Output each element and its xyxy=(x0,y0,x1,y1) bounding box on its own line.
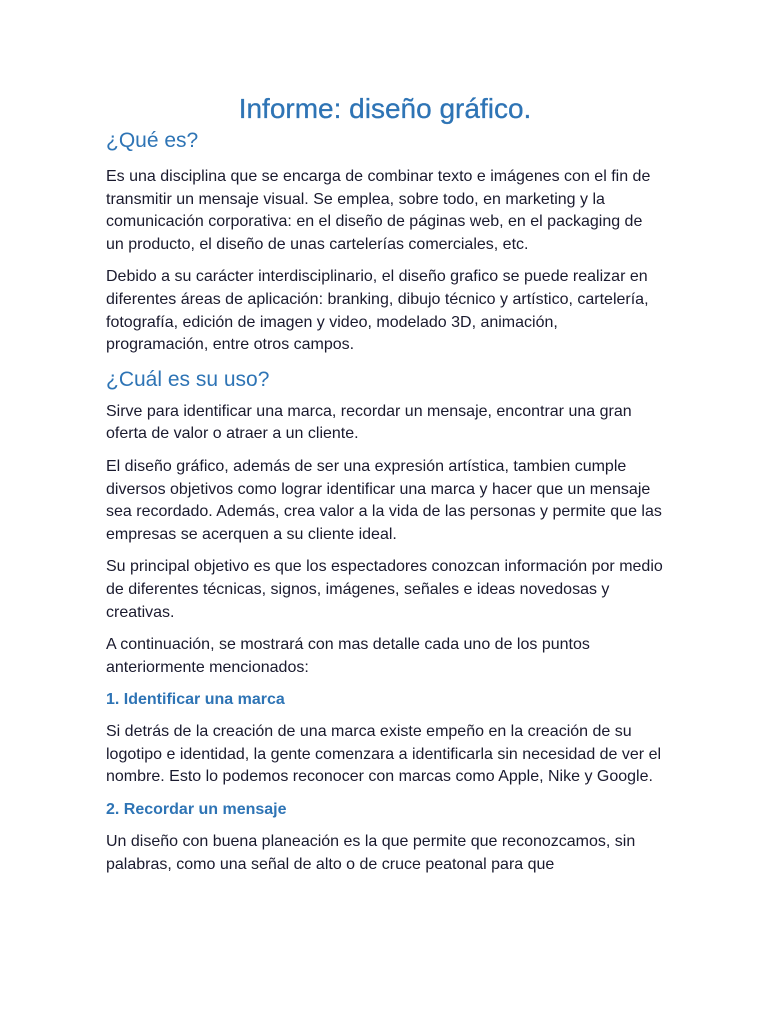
heading-identificar-marca: 1. Identificar una marca xyxy=(106,691,285,709)
paragraph: Es una disciplina que se encarga de combinar texto e imágenes con el fin de transmitir un mensaje visual. Se emplea, sobre todo, en marketing y la comunicación corporativa: en el diseño de páginas web, en el packaging de un producto, el diseño de unas cartelerías comerciales, etc. xyxy=(106,168,651,253)
document-content xyxy=(106,90,664,886)
paragraph: Si detrás de la creación de una marca existe empeño en la creación de su logotipo e identidad, la gente comenzara a identificarla sin necesidad de ver el nombre. Esto lo podemos reconocer con marcas como Apple, Nike y Google. xyxy=(106,723,662,786)
heading-que-es: ¿Qué es? xyxy=(106,129,199,152)
paragraph: El diseño gráfico, además de ser una expresión artística, tambien cumple diversos objetivos como lograr identificar una marca y hacer que un mensaje sea recordado. Además, crea valor a la vida de las personas y permite que las empresas se acerquen a su cliente ideal. xyxy=(106,457,662,543)
paragraph: A continuación, se mostrará con mas detalle cada uno de los puntos anteriormente mencionados: xyxy=(106,636,590,676)
document-title: Informe: diseño gráfico. xyxy=(238,93,532,124)
heading-recordar-mensaje: 2. Recordar un mensaje xyxy=(106,801,287,819)
paragraph: Un diseño con buena planeación es la que permite que reconozcamos, sin palabras, como una señal de alto o de cruce peatonal para que xyxy=(106,833,636,873)
paragraph: Sirve para identificar una marca, recordar un mensaje, encontrar una gran oferta de valor o atraer a un cliente. xyxy=(106,402,632,443)
heading-cual-es-su-uso: ¿Cuál es su uso? xyxy=(106,367,270,391)
paragraph: Debido a su carácter interdisciplinario, el diseño grafico se puede realizar en diferentes áreas de aplicación: branking, dibujo técnico y artístico, cartelería, fotografía, edición de imagen y video, modelado 3D, animación, programación, entre otros campos. xyxy=(106,268,649,354)
paragraph: Su principal objetivo es que los espectadores conozcan información por medio de diferentes técnicas, signos, imágenes, señales e ideas novedosas y creativas. xyxy=(106,558,663,621)
